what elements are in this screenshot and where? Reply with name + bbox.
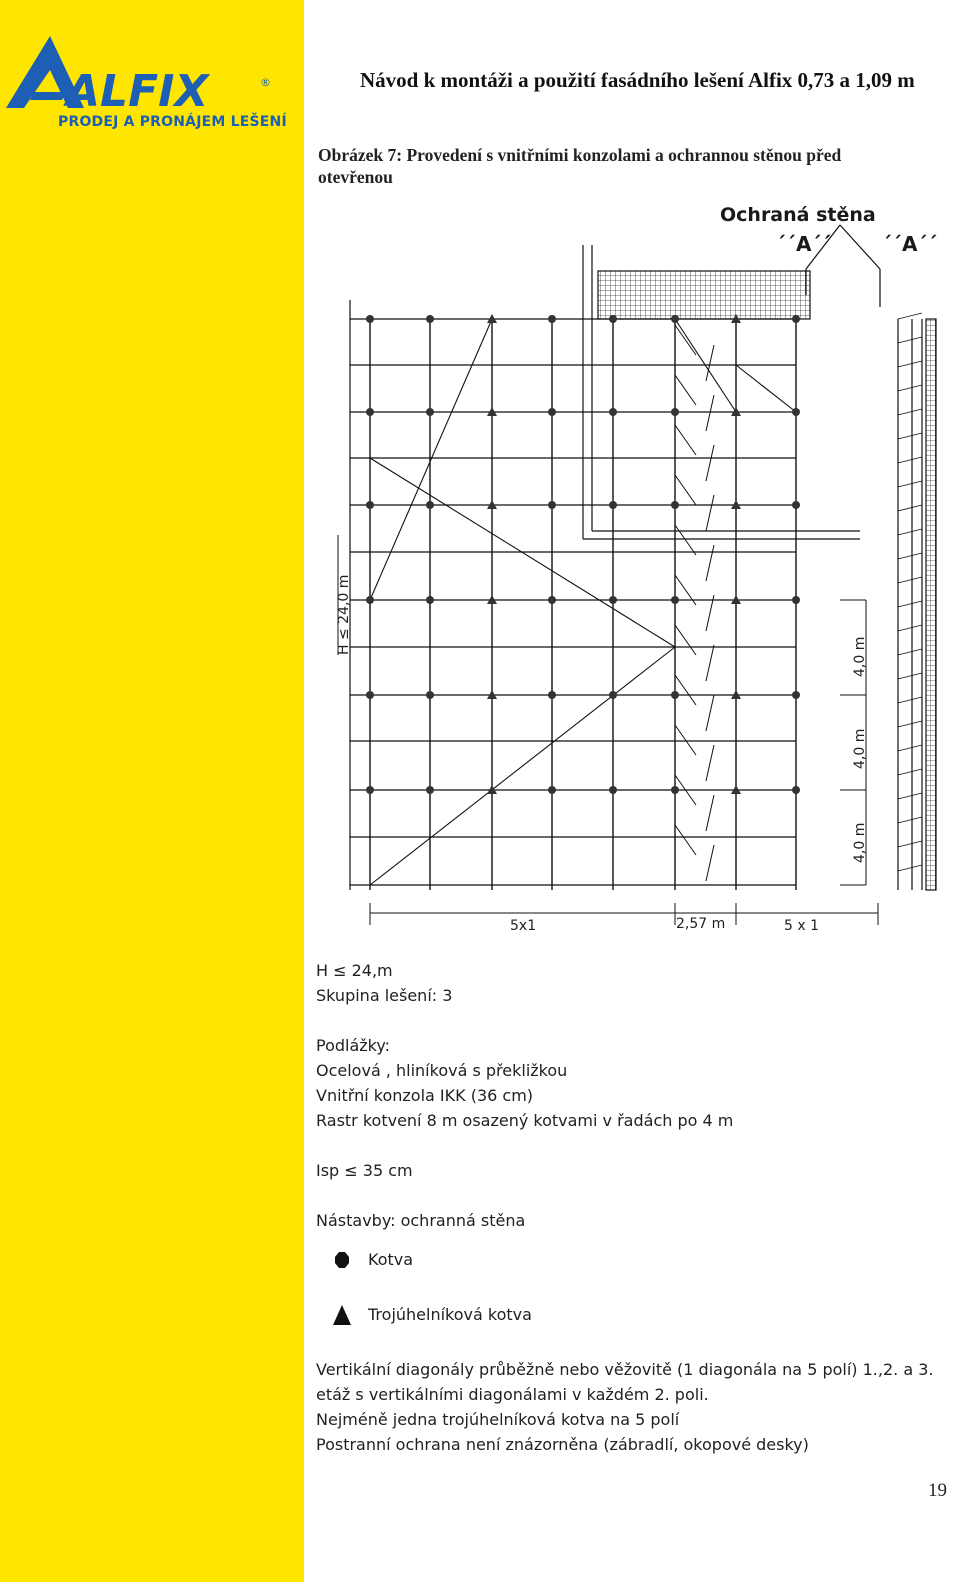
section-a-brace — [898, 673, 922, 679]
anchor-marker — [671, 596, 679, 604]
legend-triangle-label: Trojúhelníková kotva — [368, 1305, 532, 1324]
anchor-marker — [609, 501, 617, 509]
section-a-brace — [898, 505, 922, 511]
legend-anchor-label: Kotva — [368, 1250, 414, 1269]
section-a-brace — [898, 817, 922, 823]
bracket-diagonal — [706, 395, 714, 431]
dim-4m-label-2: 4,0 m — [852, 728, 868, 769]
page-number: 19 — [928, 1480, 947, 1501]
anchor-marker — [609, 786, 617, 794]
anchor-marker — [548, 691, 556, 699]
note-decks-heading: Podlážky: — [316, 1036, 391, 1055]
section-a-brace — [898, 337, 922, 343]
note-triangle-requirement: Nejméně jedna trojúhelníková kotva na 5 polí — [316, 1410, 680, 1429]
anchor-marker — [792, 691, 800, 699]
section-a-brace — [898, 529, 922, 535]
anchor-marker — [548, 315, 556, 323]
bottom-dim-right: 5 x 1 — [784, 918, 819, 934]
protective-net — [598, 271, 810, 319]
section-a-brace — [898, 481, 922, 487]
bottom-dim-left: 5x1 — [510, 918, 537, 934]
bracket-diagonal — [675, 425, 696, 455]
anchor-marker — [426, 596, 434, 604]
anchor-marker — [548, 408, 556, 416]
bottom-dim-mid: 2,57 m — [676, 916, 726, 932]
svg-text:®: ® — [260, 76, 271, 89]
section-a-brace — [898, 721, 922, 727]
scaffold-diagonal — [370, 319, 492, 600]
building-wall-section — [926, 319, 936, 890]
yellow-sidebar — [0, 0, 304, 1582]
anchor-marker — [671, 408, 679, 416]
logo-subtitle: PRODEJ A PRONÁJEM LEŠENÍ — [58, 114, 287, 130]
height-dimension-label: H ≤ 24,0 m — [336, 574, 352, 655]
section-a-brace — [898, 625, 922, 631]
anchor-marker — [671, 315, 679, 323]
bracket-diagonal — [675, 625, 696, 655]
logo-wordmark: ALFIX — [66, 66, 209, 117]
anchor-marker — [548, 596, 556, 604]
section-a-brace — [898, 601, 922, 607]
anchor-marker — [426, 691, 434, 699]
section-a-label-2: ´´A´´ — [882, 232, 938, 256]
note-isp: Isp ≤ 35 cm — [316, 1161, 413, 1180]
anchor-marker — [792, 596, 800, 604]
bracket-diagonal — [706, 695, 714, 731]
bracket-diagonal — [675, 325, 696, 355]
dim-4m-label-1: 4,0 m — [852, 636, 868, 677]
section-a-brace — [898, 553, 922, 559]
legend-triangle-anchor — [316, 1302, 956, 1357]
anchor-marker — [609, 315, 617, 323]
wall-gable — [840, 225, 880, 269]
anchor-marker — [792, 408, 800, 416]
scaffold-diagonal — [370, 647, 675, 885]
document-title: Návod k montáži a použití fasádního lešení Alfix 0,73 a 1,09 m — [360, 68, 915, 92]
note-height: H ≤ 24,m — [316, 961, 393, 980]
section-a-brace — [898, 649, 922, 655]
section-a-brace — [898, 841, 922, 847]
bracket-diagonal — [675, 525, 696, 555]
bracket-diagonal — [675, 375, 696, 405]
bracket-diagonal — [706, 545, 714, 581]
bracket-diagonal — [706, 445, 714, 481]
bracket-diagonal — [706, 345, 714, 381]
anchor-marker — [609, 408, 617, 416]
section-a-brace — [898, 697, 922, 703]
section-a-brace — [898, 577, 922, 583]
section-a-label-1: ´´A´´ — [776, 232, 832, 256]
note-anchor-grid: Rastr kotvení 8 m osazený kotvami v řadách po 4 m — [316, 1111, 734, 1130]
anchor-dot-icon — [332, 1249, 352, 1271]
bracket-diagonal — [706, 845, 714, 881]
scaffold-diagonal — [736, 365, 796, 412]
section-a-brace — [898, 385, 922, 391]
anchor-marker — [609, 691, 617, 699]
alfix-logo — [4, 30, 287, 140]
bracket-diagonal — [706, 795, 714, 831]
section-a-brace — [898, 457, 922, 463]
anchor-marker — [366, 691, 374, 699]
section-a-brace — [898, 361, 922, 367]
anchor-marker — [671, 786, 679, 794]
anchor-marker — [366, 408, 374, 416]
note-group: Skupina lešení: 3 — [316, 986, 453, 1005]
anchor-marker — [426, 408, 434, 416]
anchor-marker — [426, 786, 434, 794]
bracket-diagonal — [675, 825, 696, 855]
section-a-brace — [898, 433, 922, 439]
anchor-marker — [366, 315, 374, 323]
anchor-marker — [792, 501, 800, 509]
anchor-marker — [671, 691, 679, 699]
dim-4m-label-3: 4,0 m — [852, 822, 868, 863]
figure-caption: Obrázek 7: Provedení s vnitřními konzolami a ochrannou stěnou před otevřenou — [318, 145, 842, 187]
bracket-diagonal — [706, 645, 714, 681]
note-diagonals-1: Vertikální diagonály průběžně nebo věžovitě (1 diagonála na 5 polí) 1.,2. a 3. — [316, 1360, 934, 1379]
bracket-diagonal — [706, 495, 714, 531]
anchor-marker — [609, 596, 617, 604]
anchor-marker — [366, 501, 374, 509]
section-a-brace — [898, 865, 922, 871]
anchor-marker — [366, 596, 374, 604]
note-addons: Nástavby: ochranná stěna — [316, 1211, 526, 1230]
anchor-marker — [548, 501, 556, 509]
anchor-marker — [366, 786, 374, 794]
anchor-marker — [792, 786, 800, 794]
scaffold-drawing — [330, 195, 960, 945]
note-inner-bracket: Vnitřní konzola IKK (36 cm) — [316, 1086, 534, 1105]
protective-wall-label: Ochraná stěna — [720, 204, 876, 226]
note-side-protection: Postranní ochrana není znázorněna (zábradlí, okopové desky) — [316, 1435, 809, 1454]
anchor-marker — [426, 315, 434, 323]
section-a-brace — [898, 409, 922, 415]
bracket-diagonal — [675, 725, 696, 755]
bracket-diagonal — [706, 745, 714, 781]
legend-anchor — [316, 1247, 956, 1302]
anchor-marker — [426, 501, 434, 509]
section-a-brace — [898, 769, 922, 775]
bracket-diagonal — [675, 675, 696, 705]
notes-block — [316, 958, 956, 1457]
note-decks-material: Ocelová , hliníková s překližkou — [316, 1061, 568, 1080]
bracket-diagonal — [675, 475, 696, 505]
section-a-brace — [898, 745, 922, 751]
anchor-marker — [671, 501, 679, 509]
note-diagonals-2: etáž s vertikálními diagonálami v každém 2. poli. — [316, 1385, 709, 1404]
anchor-marker — [792, 315, 800, 323]
triangle-anchor-icon — [332, 1304, 352, 1326]
anchor-marker — [548, 786, 556, 794]
section-a-brace — [898, 793, 922, 799]
section-a-brace — [898, 313, 922, 319]
